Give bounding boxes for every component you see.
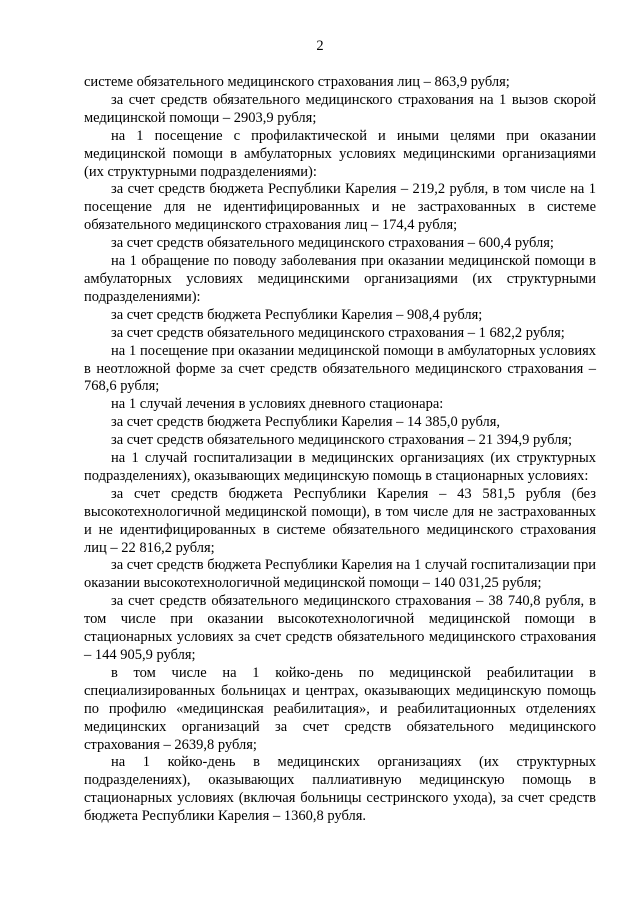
paragraph: системе обязательного медицинского страхования лиц – 863,9 рубля; [84, 74, 510, 90]
paragraph: на 1 койко-день в медицинских организациях (их структурных подразделениях), оказывающих паллиативную медицинскую помощь в стационарных условиях (включая больницы сестринского ухода), за счет средств бюджета Республики Карелия – 1360,8 рубля. [84, 754, 596, 825]
paragraph: за счет средств бюджета Республики Карелия – 908,4 рубля; [111, 306, 483, 323]
paragraph: за счет средств бюджета Республики Карелия – 14 385,0 рубля, [111, 414, 501, 431]
paragraph: за счет средств обязательного медицинского страхования – 21 394,9 рубля; [111, 432, 573, 449]
page-number: 2 [316, 38, 324, 54]
paragraph: на 1 обращение по поводу заболевания при оказании медицинской помощи в амбулаторных условиях медицинскими организациями (их структурными подразделениями): [84, 253, 596, 305]
paragraph: в том числе на 1 койко-день по медицинской реабилитации в специализированных больницах и центрах, оказывающих медицинскую помощь по профилю «медицинская реабилитация», и реабилитационных отделениях медицинских организаций за счет средств обязательного медицинского страхования – 2639,8 рубля; [84, 664, 596, 753]
document-body [84, 74, 596, 826]
paragraph: на 1 посещение с профилактической и иными целями при оказании медицинской помощи в амбулаторных условиях медицинскими организациями (их структурными подразделениями): [84, 127, 596, 180]
paragraph: за счет средств обязательного медицинского страхования – 1 682,2 рубля; [111, 324, 565, 341]
paragraph: на 1 посещение при оказании медицинской помощи в амбулаторных условиях в неотложной форме за счет средств обязательного медицинского страхования – 768,6 рубля; [84, 342, 596, 395]
paragraph: за счет средств обязательного медицинского страхования на 1 вызов скорой медицинской помощи – 2903,9 рубля; [84, 91, 596, 126]
paragraph: на 1 случай госпитализации в медицинских организациях (их структурных подразделениях), оказывающих медицинскую помощь в стационарных условиях: [84, 450, 596, 484]
paragraph: на 1 случай лечения в условиях дневного стационара: [111, 396, 444, 413]
paragraph: за счет средств обязательного медицинского страхования – 600,4 рубля; [111, 235, 554, 252]
paragraph: за счет средств бюджета Республики Карелия на 1 случай госпитализации при оказании высокотехнологичной медицинской помощи – 140 031,25 рубля; [84, 557, 596, 592]
paragraph: за счет средств бюджета Республики Карелия – 43 581,5 рубля (без высокотехнологичной медицинской помощи), в том числе для не застрахованных и не идентифицированных в системе обязательного медицинского страхования лиц – 22 816,2 рубля; [84, 485, 596, 556]
paragraph: за счет средств обязательного медицинского страхования – 38 740,8 рубля, в том числе при оказании высокотехнологичной медицинской помощи в стационарных условиях за счет средств обязательного медицинского страхования – 144 905,9 рубля; [84, 593, 596, 663]
paragraph: за счет средств бюджета Республики Карелия – 219,2 рубля, в том числе на 1 посещение для не идентифицированных и не застрахованных в системе обязательного медицинского страхования лиц – 174,4 рубля; [84, 181, 596, 234]
